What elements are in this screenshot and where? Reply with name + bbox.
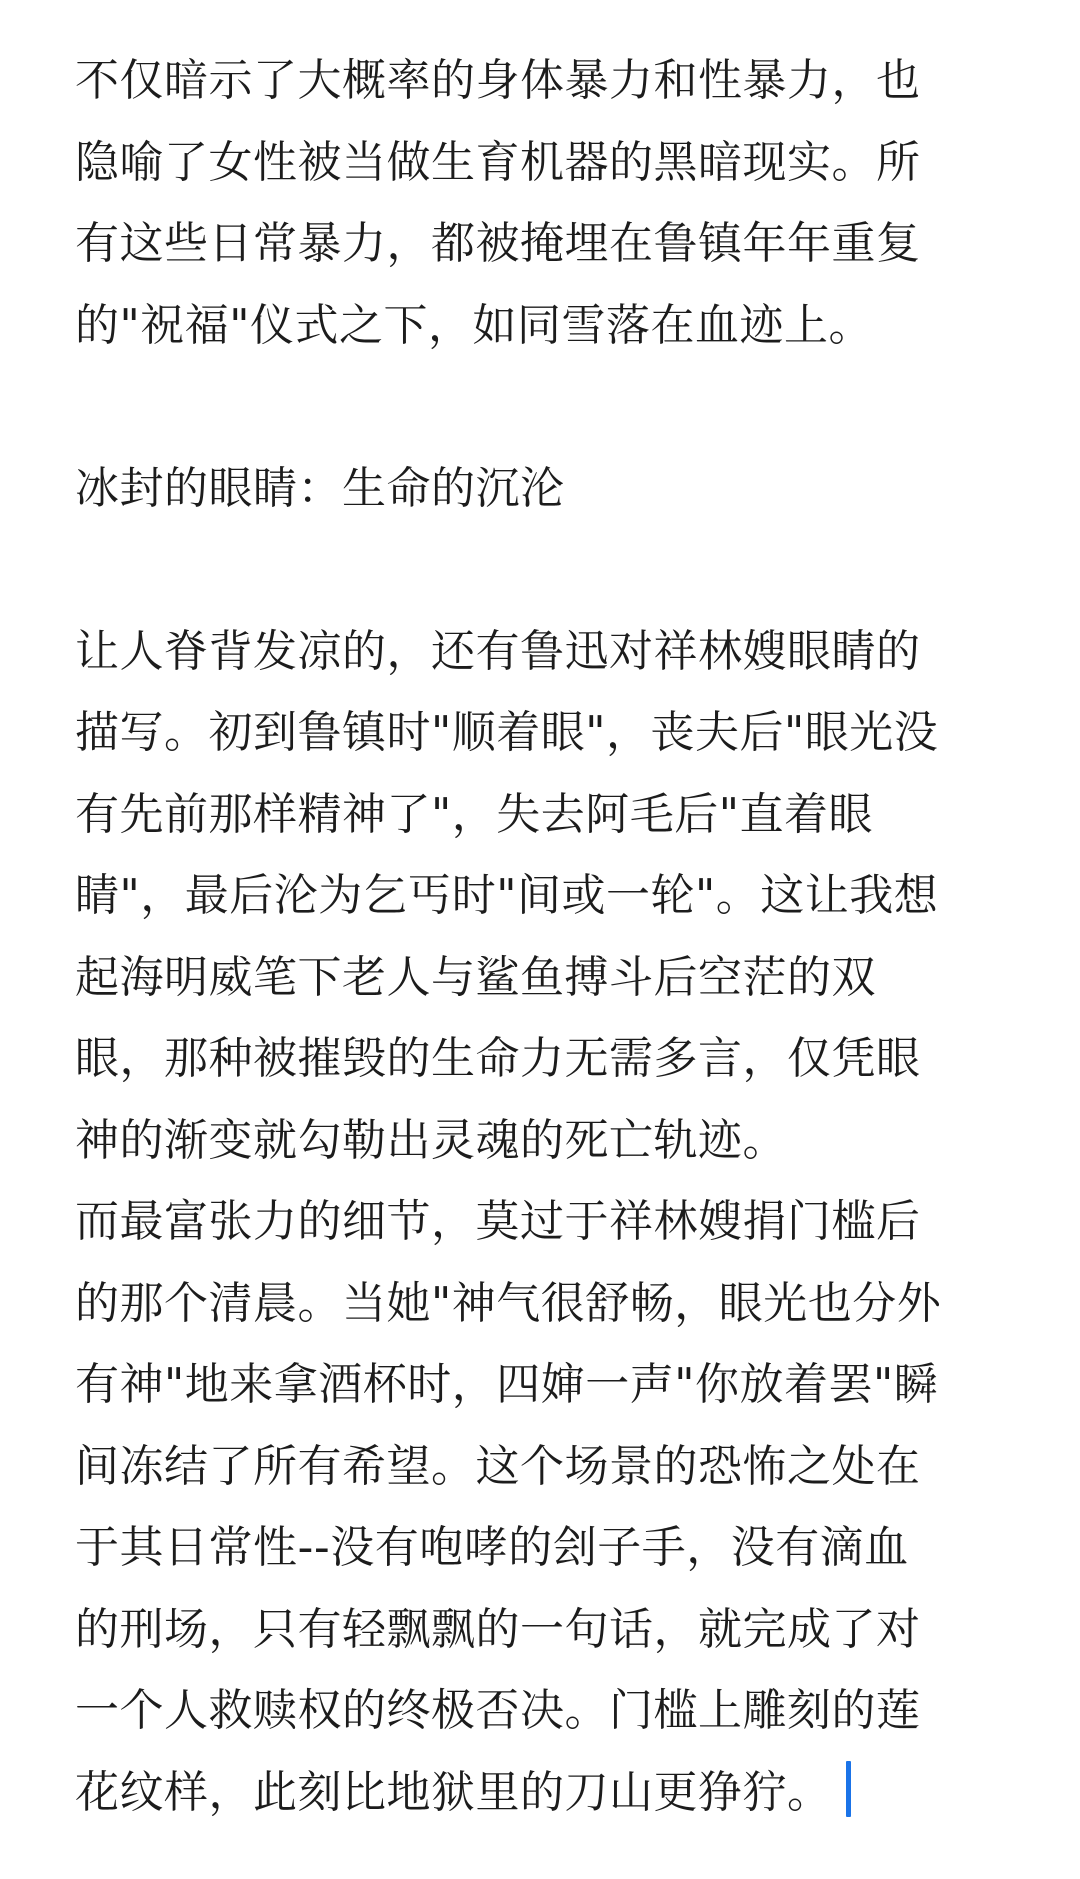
text-line: 睛"，最后沦为乞丐时"间或一轮"。这让我想 [75, 870, 939, 921]
text-line: 让人脊背发凉的，还有鲁迅对祥林嫂眼睛的 [75, 625, 921, 677]
text-line: 的那个清晨。当她"神气很舒畅，眼光也分外 [75, 1277, 942, 1329]
text-editor[interactable] [75, 40, 1035, 1833]
text-line: 神的渐变就勾勒出灵魂的死亡轨迹。 [75, 1114, 787, 1166]
text-line-last [75, 1752, 1035, 1834]
text-line: 花纹样，此刻比地狱里的刀山更狰狞。 [75, 1766, 832, 1818]
text-line: 于其日常性--没有咆哮的刽子手，没有滴血 [75, 1522, 909, 1573]
paragraph [75, 611, 1035, 1182]
paragraph-gap [75, 366, 1035, 448]
text-line: 隐喻了女性被当做生育机器的黑暗现实。所 [75, 136, 921, 188]
text-line: 间冻结了所有希望。这个场景的恐怖之处在 [75, 1440, 921, 1492]
section-heading: 冰封的眼睛：生命的沉沦 [75, 462, 565, 514]
paragraph [75, 40, 1035, 366]
text-line: 有这些日常暴力，都被掩埋在鲁镇年年重复 [75, 218, 921, 269]
paragraph-gap [75, 529, 1035, 611]
text-line: 眼，那种被摧毁的生命力无需多言，仅凭眼 [75, 1033, 921, 1084]
text-line: 有神"地来拿酒杯时，四婶一声"你放着罢"瞬 [75, 1359, 939, 1410]
text-line: 一个人救赎权的终极否决。门槛上雕刻的莲 [75, 1685, 921, 1736]
text-line: 描写。初到鲁镇时"顺着眼"，丧夫后"眼光没 [75, 707, 939, 758]
text-cursor [846, 1761, 851, 1817]
text-line: 不仅暗示了大概率的身体暴力和性暴力，也 [75, 55, 921, 106]
text-line: 起海明威笔下老人与鲨鱼搏斗后空茫的双 [75, 951, 876, 1003]
text-line: 的"祝福"仪式之下，如同雪落在血迹上。 [75, 299, 873, 351]
text-line: 有先前那样精神了"，失去阿毛后"直着眼 [75, 788, 873, 840]
text-line: 而最富张力的细节，莫过于祥林嫂捐门槛后 [75, 1196, 921, 1247]
text-line: 的刑场，只有轻飘飘的一句话，就完成了对 [75, 1603, 921, 1655]
paragraph [75, 1181, 1035, 1833]
